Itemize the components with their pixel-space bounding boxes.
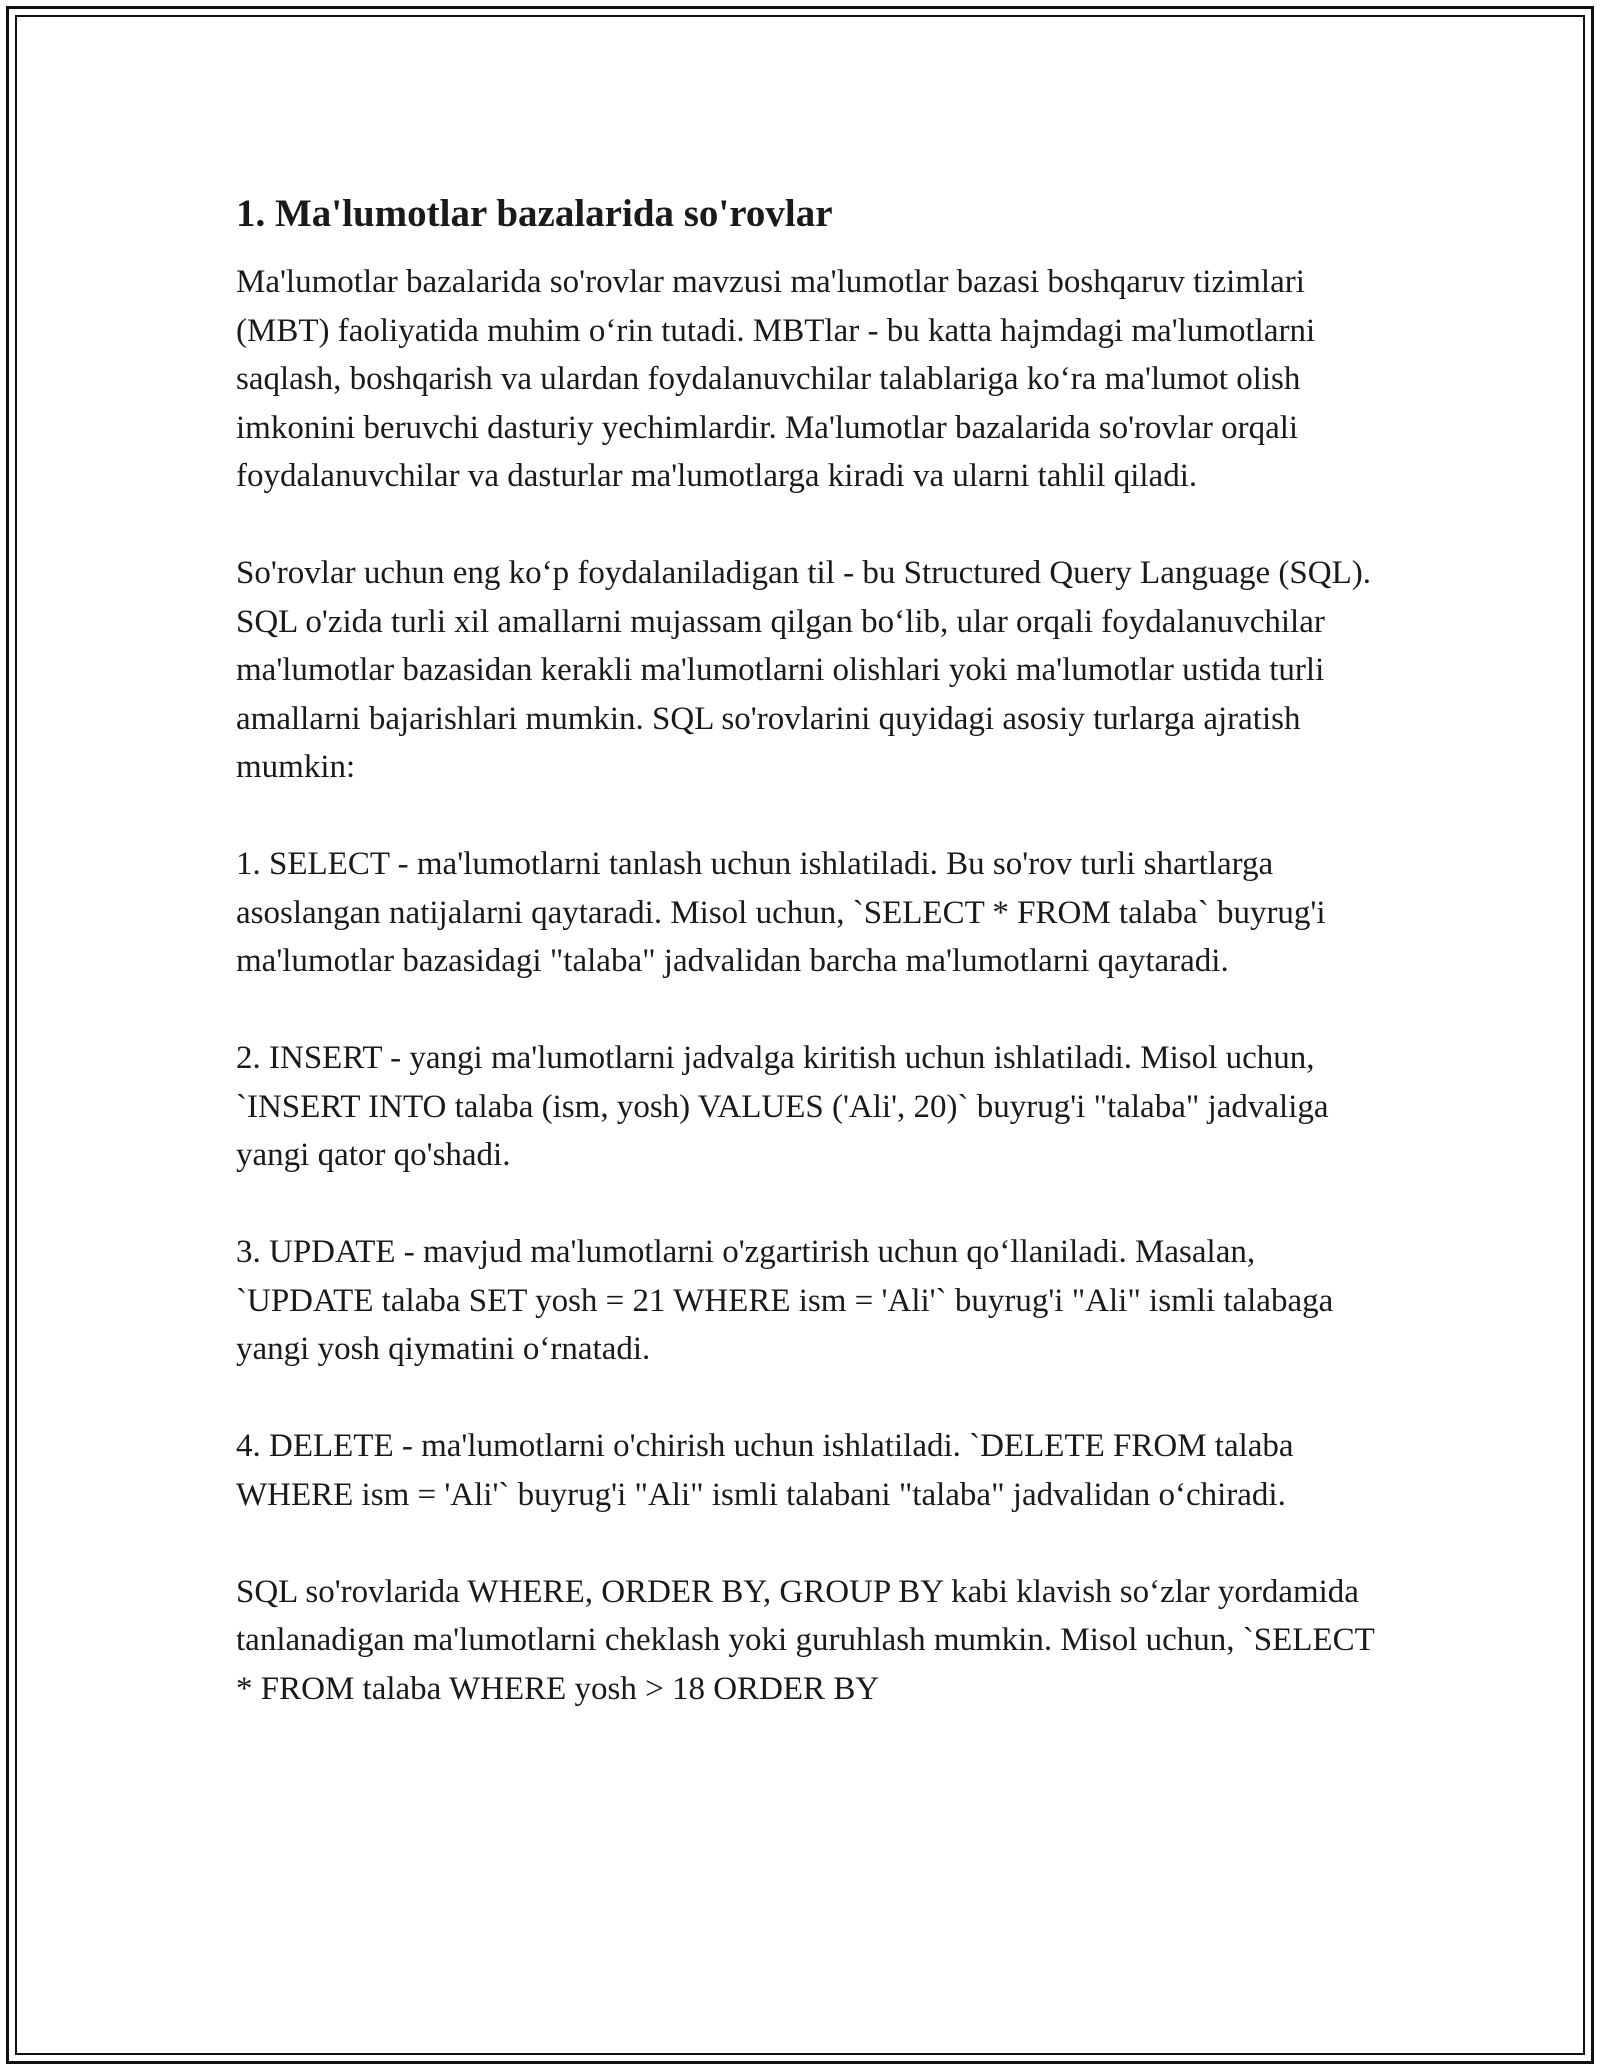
paragraph-intro: Ma'lumotlar bazalarida so'rovlar mavzusi ma'lumotlar bazasi boshqaruv tizimlari (MBT) faoliyatida muhim o‘rin tutadi. MBTlar - bu katta hajmdagi ma'lumotlarni saqlash, boshqarish va ulardan foydalanuvchilar talablariga ko‘ra ma'lumot olish imkonini beruvchi dasturiy yechimlardir. Ma'lumotlar bazalarida so'rovlar orqali foydalanuvchilar va dasturlar ma'lumotlarga kiradi va ularni tahlil qiladi. xyxy=(236,264,1316,494)
paragraph-sql: So'rovlar uchun eng ko‘p foydalaniladigan til - bu Structured Query Language (SQL). SQL o'zida turli xil amallarni mujassam qilgan bo‘lib, ular orqali foydalanuvchilar ma'lumotlar bazasidan kerakli ma'lumotlarni olishlari yoki ma'lumotlar ustida turli amallarni bajarishlari mumkin. SQL so'rovlarini quyidagi asosiy turlarga ajratish mumkin: xyxy=(236,555,1371,785)
paragraph-update: 3. UPDATE - mavjud ma'lumotlarni o'zgartirish uchun qo‘llaniladi. Masalan, `UPDATE talaba SET yosh = 21 WHERE ism = 'Ali'` buyrug'i "Ali" ismli talabaga yangi yosh qiymatini o‘rnatadi. xyxy=(236,1234,1334,1367)
paragraph-keywords: SQL so'rovlarida WHERE, ORDER BY, GROUP BY kabi klavish so‘zlar yordamida tanlanadigan ma'lumotlarni cheklash yoki guruhlash mumkin. Misol uchun, `SELECT * FROM talaba WHERE yosh > 18 ORDER BY xyxy=(236,1573,1375,1707)
paragraph-delete: 4. DELETE - ma'lumotlarni o'chirish uchun ishlatiladi. `DELETE FROM talaba WHERE ism = 'Ali'` buyrug'i "Ali" ismli talabani "talaba" jadvalidan o‘chiradi. xyxy=(236,1428,1294,1513)
paragraph-insert: 2. INSERT - yangi ma'lumotlarni jadvalga kiritish uchun ishlatiladi. Misol uchun, `INSERT INTO talaba (ism, yosh) VALUES ('Ali', 20)` buyrug'i "talaba" jadvaliga yangi qator qo'shadi. xyxy=(236,1040,1329,1173)
document-title: 1. Ma'lumotlar bazalarida so'rovlar xyxy=(236,192,833,235)
document-body xyxy=(236,190,1386,1713)
paragraph-select: 1. SELECT - ma'lumotlarni tanlash uchun ishlatiladi. Bu so'rov turli shartlarga asoslangan natijalarni qaytaradi. Misol uchun, `SELECT * FROM talaba` buyrug'i ma'lumotlar bazasidagi "talaba" jadvalidan barcha ma'lumotlarni qaytaradi. xyxy=(236,846,1326,979)
